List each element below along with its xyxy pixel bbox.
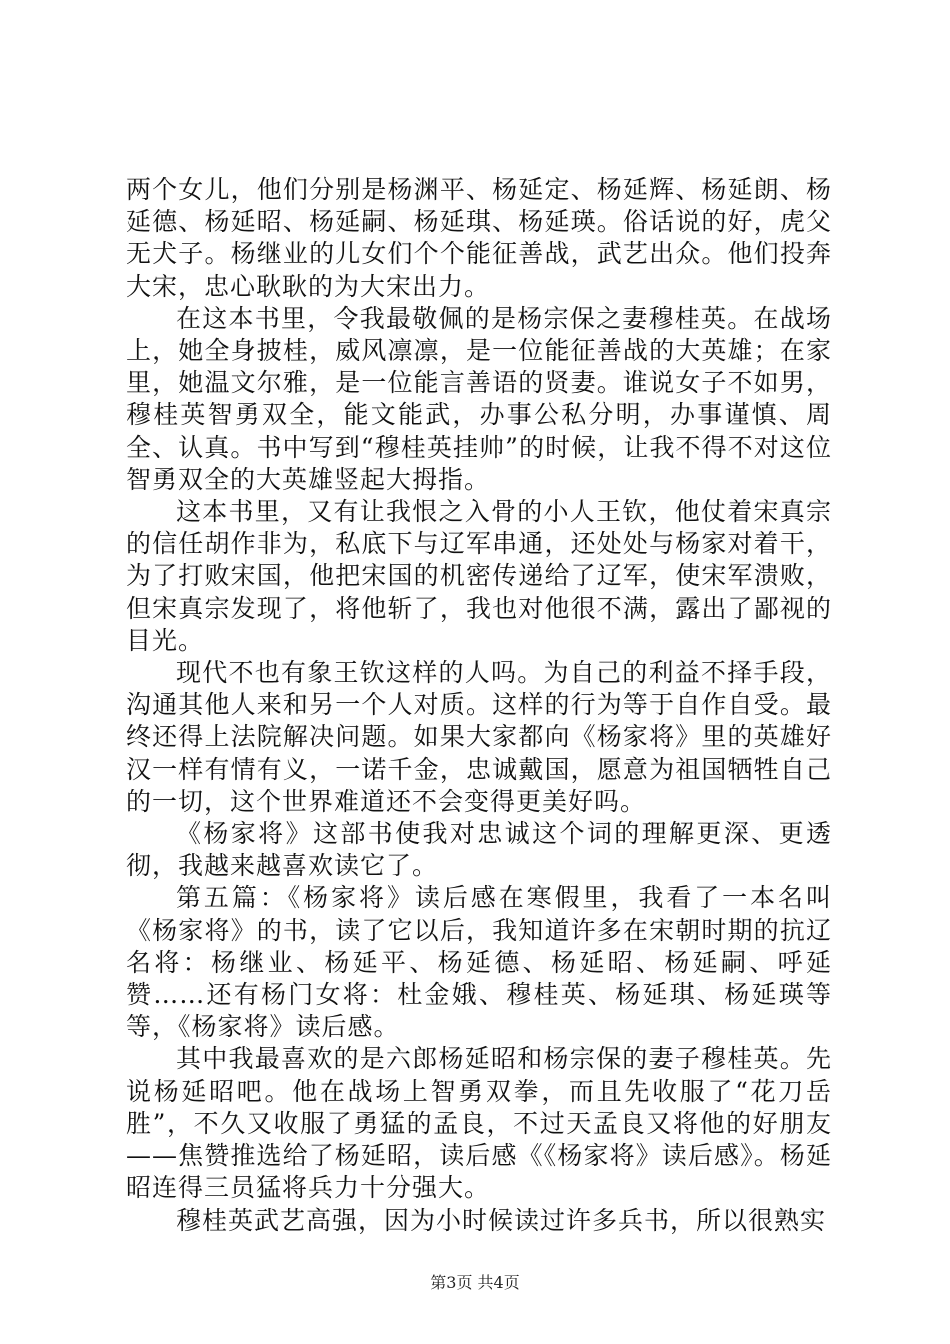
paragraph-4: 现代不也有象王钦这样的人吗。为自己的利益不择手段，沟通其他人来和另一个人对质。这样的行为等于自作自受。最终还得上法院解决问题。如果大家都向《杨家将》里的英雄好汉一样有情有义，一诺千金，忠诚戴国，愿意为祖国牺牲自己的一切，这个世界难道还不会变得更美好吗。 [126, 658, 832, 816]
paragraph-7: 其中我最喜欢的是六郎杨延昭和杨宗保的妻子穆桂英。先说杨延昭吧。他在战场上智勇双拳，而且先收服了“花刀岳胜”，不久又收服了勇猛的孟良，不过天孟良又将他的好朋友——焦赞推选给了杨延昭，读后感《《杨家将》读后感》。杨延昭连得三员猛将兵力十分强大。 [126, 1044, 832, 1203]
page-footer: 第3页 共4页 [430, 1273, 520, 1292]
paragraph-5: 《杨家将》这部书使我对忠诚这个词的理解更深、更透彻，我越来越喜欢读它了。 [126, 819, 832, 881]
paragraph-6: 第五篇：《杨家将》读后感在寒假里，我看了一本名叫《杨家将》的书，读了它以后，我知道许多在宋朝时期的抗辽名将：杨继业、杨延平、杨延德、杨延昭、杨延嗣、呼延赞……还有杨门女将：杜金娥、穆桂英、杨延琪、杨延瑛等等，《杨家将》读后感。 [126, 883, 832, 1042]
paragraph-1: 两个女儿，他们分别是杨渊平、杨延定、杨延辉、杨延朗、杨延德、杨延昭、杨延嗣、杨延琪、杨延瑛。俗话说的好，虎父无犬子。杨继业的儿女们个个能征善战，武艺出众。他们投奔大宋，忠心耿耿的为大宋出力。 [126, 175, 832, 301]
paragraph-2: 在这本书里，令我最敬佩的是杨宗保之妻穆桂英。在战场上，她全身披桂，威风凛凛，是一位能征善战的大英雄；在家里，她温文尔雅，是一位能言善语的贤妻。谁说女子不如男，穆桂英智勇双全，能文能武，办事公私分明，办事谨慎、周全、认真。书中写到“穆桂英挂帅”的时候，让我不得不对这位智勇双全的大英雄竖起大拇指。 [126, 303, 832, 494]
paragraph-8: 穆桂英武艺高强，因为小时候读过许多兵书，所以很熟实 [176, 1205, 827, 1235]
paragraph-3: 这本书里，又有让我恨之入骨的小人王钦，他仗着宋真宗的信任胡作非为，私底下与辽军串通，还处处与杨家对着干，为了打败宋国，他把宋国的机密传递给了辽军，使宋军溃败，但宋真宗发现了，将他斩了，我也对他很不满，露出了鄙视的目光。 [126, 497, 832, 655]
document-body [126, 174, 832, 1237]
